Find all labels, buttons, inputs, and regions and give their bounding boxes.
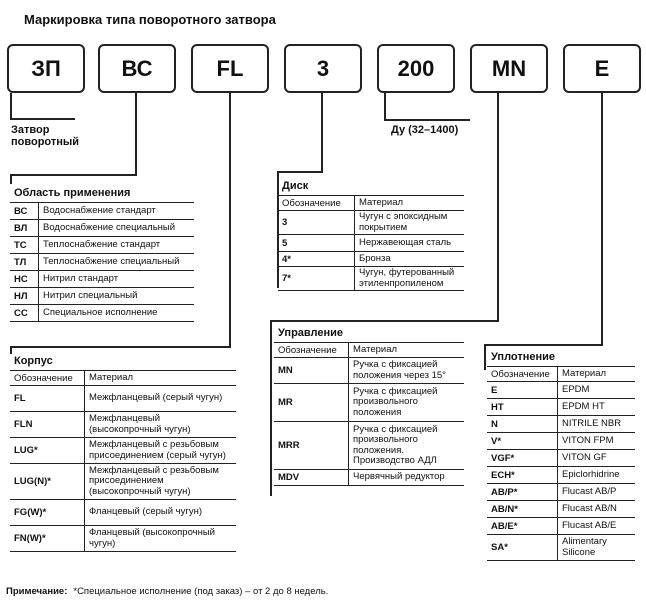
row-text: VITON GF: [557, 450, 607, 466]
table-row: [278, 252, 464, 267]
col-header: Материал: [84, 371, 133, 385]
code-box-seal: E: [563, 44, 641, 93]
row-code: ВС: [14, 205, 28, 217]
table-row: [10, 254, 194, 271]
connector-line: [10, 93, 12, 120]
row-code: СС: [14, 307, 28, 319]
row-code: AB/N*: [491, 503, 518, 515]
row-text: Червячный редуктор: [348, 470, 462, 485]
row-code: VGF*: [491, 452, 515, 464]
row-code: ТЛ: [14, 256, 27, 268]
row-code: AB/P*: [491, 486, 518, 498]
row-code: MDV: [278, 472, 300, 483]
upravlenie-table: [274, 324, 464, 486]
row-code: 7*: [282, 273, 291, 284]
row-text: NITRILE NBR: [557, 416, 621, 432]
row-text: Чугун, футерованный этиленпропиленом: [354, 267, 462, 290]
table-row: [10, 526, 236, 552]
row-text: Epiclorhidrine: [557, 467, 620, 483]
row-text: EPDM: [557, 382, 589, 398]
code-box-fl: FL: [191, 44, 269, 93]
table-row: [10, 288, 194, 305]
connector-line: [321, 93, 323, 173]
row-text: Фланцевый (высокопрочный чугун): [84, 526, 224, 551]
row-code: ECH*: [491, 469, 515, 481]
table-row: [487, 467, 635, 484]
footnote-label: Примечание:: [6, 586, 68, 597]
connector-line: [384, 119, 470, 121]
uplotnenie-title: Уплотнение: [491, 351, 556, 363]
disk-title: Диск: [282, 180, 309, 192]
table-row: [10, 464, 236, 500]
uplotnenie-table: [487, 348, 635, 561]
row-code: 4*: [282, 253, 291, 265]
code-box-control: MN: [470, 44, 548, 93]
footnote: [6, 586, 328, 597]
table-row: [487, 450, 635, 467]
connector-line: [10, 174, 137, 176]
korpus-table: [10, 352, 236, 552]
table-row: [10, 271, 194, 288]
row-text: Ручка с фиксацией положения через 15°: [348, 358, 462, 383]
code-box-bc: ВС: [98, 44, 176, 93]
row-text: Alimentary Silicone: [557, 535, 631, 560]
col-header: Обозначение: [14, 372, 73, 384]
row-text: Теплоснабжение специальный: [38, 254, 179, 270]
diagram-title: Маркировка типа поворотного затвора: [24, 12, 276, 27]
row-text: Межфланцевый с резьбовым присоединением (высокопрочный чугун): [84, 464, 234, 499]
row-code: LUG(N)*: [14, 476, 51, 487]
col-header: Материал: [354, 196, 403, 210]
table-row: [487, 535, 635, 561]
row-code: НС: [14, 273, 28, 285]
table-row: [487, 382, 635, 399]
row-code: SA*: [491, 542, 508, 553]
disk-table: [278, 177, 464, 291]
connector-line: [135, 93, 137, 176]
connector-line: [277, 171, 323, 173]
row-text: Межфланцевый (высокопрочный чугун): [84, 412, 224, 437]
connector-line: [484, 344, 486, 370]
connector-line: [270, 320, 499, 322]
row-text: Чугун с эпоксидным покрытием: [354, 211, 462, 234]
table-row: [278, 211, 464, 235]
row-code: MR: [278, 397, 293, 408]
row-text: Теплоснабжение стандарт: [38, 237, 160, 253]
row-code: ВЛ: [14, 222, 28, 234]
row-code: НЛ: [14, 290, 28, 302]
table-row: [10, 386, 236, 412]
connector-line: [384, 93, 386, 121]
oblast-title: Область применения: [14, 187, 131, 199]
row-text: Flucast AB/P: [557, 484, 616, 500]
connector-line: [10, 346, 231, 348]
row-text: Нитрил специальный: [38, 288, 137, 304]
table-row: [10, 305, 194, 322]
row-text: Водоснабжение специальный: [38, 220, 175, 236]
table-row: [274, 470, 464, 486]
connector-line: [270, 320, 272, 496]
row-code: LUG*: [14, 445, 38, 456]
zatvor-label: Затвор поворотный: [11, 124, 80, 148]
table-row: [10, 412, 236, 438]
table-row: [274, 422, 464, 470]
table-row: [10, 500, 236, 526]
row-code: FN(W)*: [14, 533, 46, 544]
table-header: [10, 370, 236, 386]
row-code: ТС: [14, 239, 27, 251]
row-text: Межфланцевый с резьбовым присоединением (серый чугун): [84, 438, 234, 463]
table-row: [10, 220, 194, 237]
row-code: N: [491, 418, 498, 430]
connector-line: [497, 93, 499, 322]
row-text: Flucast AB/E: [557, 518, 616, 534]
table-row: [274, 358, 464, 384]
row-code: FL: [14, 393, 26, 404]
connector-line: [484, 344, 603, 346]
korpus-title: Корпус: [14, 355, 53, 367]
row-text: Межфланцевый (серый чугун): [84, 386, 224, 411]
table-row: [10, 237, 194, 254]
row-code: MRR: [278, 440, 300, 451]
code-box-du: 200: [377, 44, 455, 93]
row-text: Нержавеющая сталь: [354, 235, 462, 251]
table-row: [10, 438, 236, 464]
row-text: Водоснабжение стандарт: [38, 203, 156, 219]
row-code: 3: [282, 217, 288, 228]
du-label: Ду (32–1400): [391, 124, 459, 136]
row-code: MN: [278, 365, 293, 376]
col-header: Обозначение: [491, 368, 550, 380]
table-row: [487, 416, 635, 433]
row-text: Специальное исполнение: [38, 305, 157, 321]
table-row: [487, 399, 635, 416]
connector-line: [10, 118, 75, 120]
table-header: [487, 366, 635, 382]
table-row: [10, 203, 194, 220]
footnote-text: *Специальное исполнение (под заказ) – от 2 до 8 недель.: [73, 586, 329, 597]
row-text: Бронза: [354, 252, 462, 266]
connector-line: [601, 93, 603, 346]
row-code: 5: [282, 237, 288, 249]
connector-line: [10, 174, 12, 184]
table-row: [487, 501, 635, 518]
table-row: [278, 235, 464, 252]
row-code: AB/E*: [491, 520, 518, 532]
table-header: [274, 342, 464, 358]
table-row: [487, 518, 635, 535]
table-row: [487, 433, 635, 450]
row-text: Flucast AB/N: [557, 501, 617, 517]
code-box-disk: 3: [284, 44, 362, 93]
upravlenie-title: Управление: [278, 327, 344, 339]
row-text: Фланцевый (серый чугун): [84, 500, 224, 525]
col-header: Материал: [348, 343, 397, 357]
table-row: [487, 484, 635, 501]
row-code: V*: [491, 435, 502, 447]
connector-line: [229, 93, 231, 348]
row-text: VITON FPM: [557, 433, 614, 449]
table-row: [278, 267, 464, 291]
oblast-table: [10, 184, 194, 322]
row-text: EPDM HT: [557, 399, 605, 415]
row-text: Ручка с фиксацией произвольного положения: [348, 384, 462, 421]
table-row: [274, 384, 464, 422]
row-text: Нитрил стандарт: [38, 271, 118, 287]
row-text: Ручка с фиксацией произвольного положения. Производство АДЛ: [348, 422, 462, 469]
table-header: [278, 195, 464, 211]
row-code: FLN: [14, 419, 33, 430]
code-box-zp: ЗП: [7, 44, 85, 93]
col-header: Материал: [557, 367, 606, 381]
row-code: HT: [491, 401, 504, 413]
row-code: FG(W)*: [14, 507, 47, 518]
col-header: Обозначение: [282, 197, 341, 209]
row-code: E: [491, 384, 498, 396]
col-header: Обозначение: [278, 344, 337, 356]
